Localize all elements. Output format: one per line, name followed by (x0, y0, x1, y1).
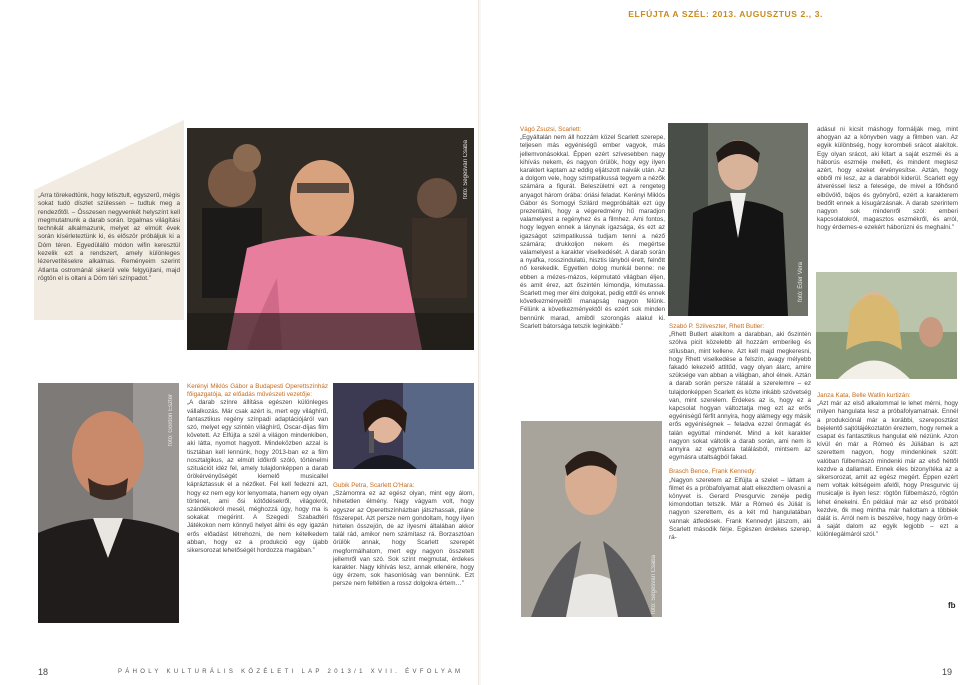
column-szabo-brasch (669, 323, 811, 542)
photo-credit-4: fotó: Éder Vera (798, 262, 804, 303)
footer-right (481, 663, 960, 685)
subtitle-gubik: Gubik Petra, Scarlett O'Hara: (333, 482, 415, 489)
page-number-left: 18 (38, 667, 49, 677)
left-page (0, 0, 479, 685)
subtitle-kerenyi: Kerényi Miklós Gábor a Budapesti Operettszínház főigazgatója, az előadás művészeti vezetője: (187, 383, 328, 399)
column-gubik (333, 482, 474, 589)
photo-gubik (333, 383, 474, 469)
photo-illustration (38, 383, 179, 623)
right-page (481, 0, 960, 685)
photo-kerenyi-rehearsal (187, 128, 474, 350)
body-kerenyi: „A darab színre állítása egészen különleges vállalkozás. Már csak azért is, mert egy világhírű, fantasztikus regény színpadi adaptációjáról van szó, melyet egy szintén világhírű, Oscar-díjas film követett. Az Elfújta a szél a világon mindenkiben, aki látta, nyomot hagyott. Mindeközben azzal is tisztában kell lennünk, hogy 2013-ban ez a film nosztalgikus, az elmúlt időkről szóló, történelmi szituációt idéz fel, amely tulajdonképpen a darab örökérvényűségét kiemelő musicallel kápráztassuk el a nézőket. Fel kell fedezni azt, hogy ez nem egy kor lenyomata, hanem egy olyan történet, ami ősi kötődésekről, világokról, szándékokról mesél, méghozzá úgy, hogy ma is sokakat megérint. A Szegedi Szabadtéri Játékokon nem könnyű helyet állni és egy igazán erős előadást létrehozni, de nem kételkedem abban, hogy ez a produkció egy újabb sikersorozat lehetőségét hordozza magában.” (187, 399, 328, 555)
subtitle-vago: Vágó Zsuzsi, Scarlett: (520, 126, 582, 133)
photo-illustration (187, 128, 474, 350)
footer-left (0, 663, 479, 685)
section-header: ELFÚJTA A SZÉL: 2013. AUGUSZTUS 2., 3. (628, 9, 823, 19)
body-vago: „Egyáltalán nem áll hozzám közel Scarlett szerepe, teljesen más egyéniségű ember vagyok, más jellemvonásokkal. Éppen ezért szívesebben nagy kihívás nekem, és nagyon örülök, hogy egy ilyen karaktert kaptam az eddig eljátszott naivák után. Az a dolgom vele, hogy szimpatikussá tegyem a nézők számára a figurát. Beleszületni ezt a rengeteg anyagot három órába: óriási feladat. Kerényi Miklós Gábor és Somogyi Szilárd megpróbálták ezt úgy prezentálni, hogy a végeredmény hű maradjon valamelyest a regényhez és a filmhez. Ami fontos, hogy legyen ennek a lánynak igazsága, és ezt az igazságot szimpatikussá tudjam tenni a néző számára; drukkoljon nekem és megértse valamelyest a karakter viselkedését. A darab során a nyafka, rosszindulatú, hisztis lányból érett, felnőtt nő kerekedik. Egyetlen dolog munkál benne: ne ebben a mézes-mázos, képmutató világban éljen, és amit érez, azt őszintén kimondja, kimutassa. Scarlett meg mer élni dolgokat, pedig ettől és ennek következményeitől manapság nagyon félünk. Félünk a következményektől és ezért sok minden bennünk marad, amiből szorongás alakul ki. Scarlett bátorsága tetszik leginkább.” (520, 134, 665, 330)
quote-text: „Arra törekedtünk, hogy letisztult, egyszerű, mégis sokat tudó díszlet szülessen – tudtuk meg a rendezőtől. – Összesen negyvenkét helyszínt kell megmutatnunk a darab során. Izgalmas világítási technikát alkalmazunk, melyet az elmúlt évek során kísérleteztünk ki, és először próbáljuk ki a Dóm téren. Egyedülálló módon wifin keresztül kezelik ezt a rendszert, amely különleges lézervetítésekre alkalmas. Reményeim szerint Atlanta ostrománál sikerül vele felgyújtani, majd rögtön el is oltani a Dóm téri színpadot.” (38, 192, 180, 282)
column-vago (520, 126, 665, 331)
subtitle-brasch: Brasch Bence, Frank Kennedy: (669, 468, 757, 476)
photo-illustration (333, 383, 474, 469)
photo-illustration (668, 123, 808, 316)
body-gubik: „Számomra ez az egész olyan, mint egy álom, hihetetlen élmény. Nagy vágyam volt, hogy egyszer az Operettszínházban játszhassak, pláne főszerepet. Azt persze nem gondoltam, hogy ilyen hirtelen összejön, de az ilyesmi általában akkor talál rád, amikor nem számítasz rá. Borzasztóan örülök annak, hogy Scarlett szerepét megformálhatom, mert egy nagyon összetett jellemről van szó. Sok színt megmutat, érdekes karakter. Nagy kihívás lesz, annak ellenére, hogy úgy érzem, sok hasonlóság van bennünk. Ezt persze nem feltétlen a rossz dolgokra értem…” (333, 490, 474, 588)
page-number-right: 19 (942, 667, 953, 677)
column-right (817, 126, 958, 233)
body-brasch: „Nagyon szeretem az Elfújta a szelet – láttam a filmet és a próbafolyamat alatt elkezdtem olvasni a könyvet is. Gerard Presgurvic zenéje pedig kimondottan tetszik. Már a Rómeó és Júliát is nagyon szerettem, és a két mű hangulatában vannak átfedések. Frank Kennedyt játszom, aki Scarlett második férje. Egészen érdekes szerep, rá- (669, 476, 811, 542)
quote-box-corner (34, 120, 184, 190)
fb-signature: fb (948, 601, 956, 610)
photo-illustration (816, 272, 957, 379)
body-frank-cont: adásul ni kicsit máshogy formálják meg, mint ahogyan az a könyvben vagy a filmben van. Az egyik különbség, hogy korombeli srácot alakítok. Egy olyan srácot, aki kitart a saját eszméi és a háborús eszméje mellett, és mindent megtesz azért, hogy ezeket érvényesítse. Aztán, hogy ebből mi lesz, az a darabból kiderül. Scarlett egy átveréssel lesz a felesége, de mivel a főhősnő elbűvölő, bájos és gyönyörű, ezért a karakterem bedőlt ennek a kisugárzásnak. A darab szerintem nagyon sok mindenről szól: emberi kapcsolatokról, magasztos eszmékről, és arról, hogy érdemes-e ezekért háborúzni és meghalni.” (817, 126, 958, 232)
column-janza (817, 392, 958, 540)
photo-credit-5: fotó: Segesvári Csaba (651, 555, 657, 615)
photo-janza (816, 272, 957, 379)
photo-brasch (521, 421, 662, 617)
subtitle-janza: Janza Kata, Belle Watlin kurtizán: (817, 392, 911, 399)
photo-gordon (38, 383, 179, 623)
photo-illustration (521, 421, 662, 617)
photo-szabo (668, 123, 808, 316)
magazine-name: PÁHOLY KULTURÁLIS KÖZÉLETI LAP 2013/1 XVII. ÉVFOLYAM (118, 669, 464, 675)
subtitle-szabo: Szabó P. Szilveszter, Rhett Butler: (669, 323, 765, 330)
body-szabo: „Rhett Butlert alakítom a darabban, aki őszintén szólva picit közelebb áll hozzám emberileg és stílusban, mint kellene. Azt kell majd megkeresni, hogy Rhett viselkedése a felszín, avagy mélyebb fakadó lekezelő attitűd, vagy olyan álarc, amire szüksége van abban a világban, ahol élnek. Aztán a darab során persze rátalál a szerelemre – ez tulajdonképpen Scarlett és közte inkább szövetség van, mint szerelem. Érdekes az is, hogy ez a kapcsolat hogyan változtatja meg ezt az erős egyéniségű férfit annyira, hogy alámegy egy másik erős egyéniségnek – feladva ezzel önmagát és talán egyúttal mindenét. Mind a két karakter nagyon sokat váltotik a darab során, ami nem is annyira az egymásra találásból, mintsem az egymásra utaltságból fakad. (669, 331, 811, 462)
column-kerenyi (187, 383, 328, 555)
body-janza: „Azt már az első alkalommal le lehet mérni, hogy milyen hangulata lesz a próbafolyamatnak. Ennél a produkciónál már a korábbi, szereposztást bejelentő sajtótájékoztatón éreztem, hogy remek a csapat és fantasztikus hangulat elé nézünk. Azon kívül én már a Rómeó és Júliában is azt szerettem nagyon, hogy mindenkinek szólt: valóban fülbemászó mindenki már az első héttől kezdve a dallamait. Ennek éles bizonyítéka az a sikersorozat, amit az egész megért. Éppen ezért nem voltak kétségeim afelől, hogy Presgurvic új musicalje is ilyen lesz: rögtön fülbemászó, rögtön lehet énekelni. Én például már az első próbától kezdve, ők meg mintha már hallottam a többiek dalát is. Arról nem is beszélve, hogy nagy öröm-e a saját dalom az egyik legjobb – ezt a különlegálmáról szól.” (817, 400, 958, 539)
photo-credit-1: fotó: Segesvári Csaba (463, 140, 469, 200)
photo-credit-2: fotó: Gordon Eszter (168, 394, 174, 447)
